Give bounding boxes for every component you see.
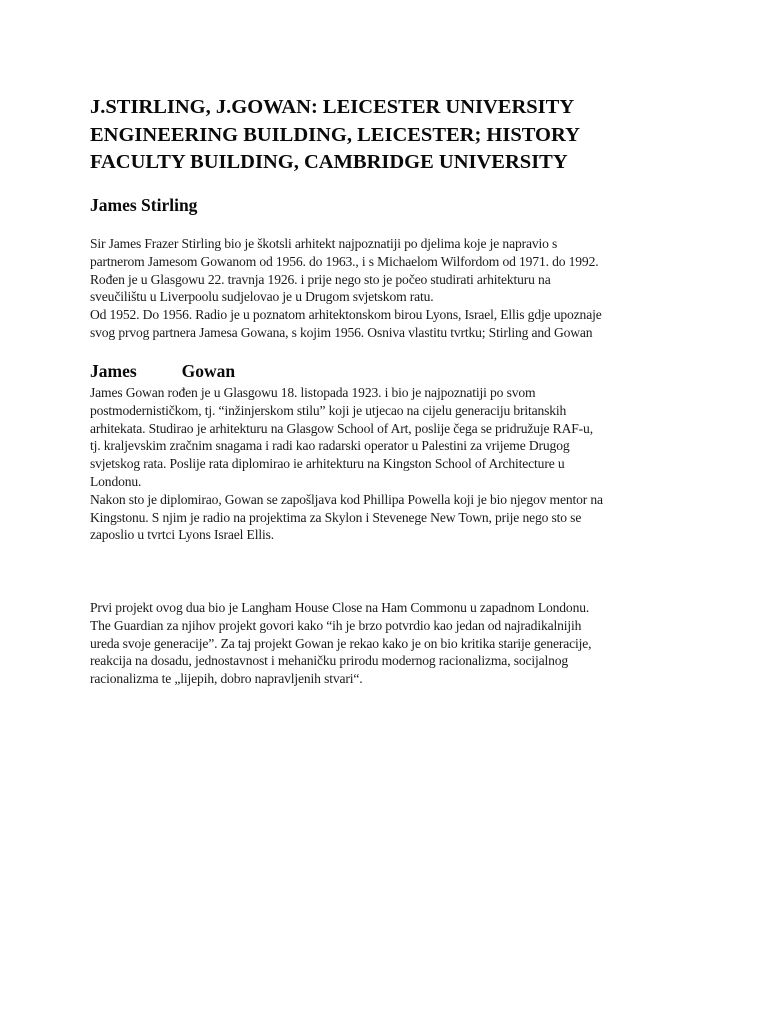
text-line: Rođen je u Glasgowu 22. travnja 1926. i prije nego sto je počeo studirati arhitekturu na <box>90 271 551 287</box>
text-line: Od 1952. Do 1956. Radio je u poznatom arhitektonskom birou Lyons, Israel, Ellis gdje upoznaje <box>90 307 602 323</box>
title-line: ENGINEERING BUILDING, LEICESTER; HISTORY <box>90 123 580 146</box>
text-line: partnerom Jamesom Gowanom od 1956. do 1963., i s Michaelom Wilfordom od 1971. do 1992. <box>90 253 599 269</box>
title-line: J.STIRLING, J.GOWAN: LEICESTER UNIVERSITY <box>90 96 575 118</box>
text-line: Londonu. <box>90 473 142 489</box>
text-line: zaposlio u tvrtci Lyons Israel Ellis. <box>90 527 274 543</box>
text-line: reakcija na dosadu, jednostavnost i mehaničku prirodu modernog racionalizma, socijalnog <box>90 653 569 669</box>
paragraph-first-project <box>90 599 730 688</box>
paragraph-stirling <box>90 235 730 342</box>
heading-last-name: Gowan <box>181 361 236 381</box>
text-line: Kingstonu. S njim je radio na projektima za Skylon i Stevenege New Town, prije nego sto se <box>90 509 582 525</box>
text-line: postmodernističkom, tj. “inžinjerskom stilu” koji je utjecao na cijelu generaciju britanskih <box>90 402 567 418</box>
text-line: svjetskog rata. Poslije rata diplomirao ie arhitekturu na Kingston School of Architecture u <box>90 456 565 472</box>
text-line: The Guardian za njihov projekt govori kako “ih je brzo potvrdio kao jedan od najradikalnijih <box>90 617 582 633</box>
text-line: ureda svoje generacije”. Za taj projekt Gowan je rekao kako je on bio kritika starije generacije, <box>90 635 592 651</box>
text-line: svog prvog partnera Jamesa Gowana, s kojim 1956. Osniva vlastitu tvrtku; Stirling and Gowan <box>90 324 593 340</box>
text-line: tj. kraljevskim zračnim snagama i radi kao radarski operator u Palestini za vrijeme Drugog <box>90 438 570 454</box>
text-line: Sir James Frazer Stirling bio je škotsli arhitekt najpoznatiji po djelima koje je napravio s <box>90 236 558 251</box>
text-line: sveučilištu u Liverpoolu sudjelovao je u Drugom svjetskom ratu. <box>90 289 434 305</box>
text-line: Nakon sto je diplomirao, Gowan se zapošljava kod Phillipa Powella koji je bio njegov mentor na <box>90 491 603 507</box>
heading-first-name: James <box>90 361 137 381</box>
title-line: FACULTY BUILDING, CAMBRIDGE UNIVERSITY <box>90 151 568 173</box>
section-heading-gowan <box>90 360 235 382</box>
section-heading-stirling: James Stirling <box>90 195 198 215</box>
text-line: arhitekata. Studirao je arhitekturu na Glasgow School of Art, poslije čega se pridružuje RAF-u, <box>90 420 593 436</box>
text-line: Prvi projekt ovog dua bio je Langham House Close na Ham Commonu u zapadnom Londonu. <box>90 600 590 615</box>
text-line: James Gowan rođen je u Glasgowu 18. listopada 1923. i bio je najpoznatiji po svom <box>90 385 536 400</box>
text-line: racionalizma te „lijepih, dobro napravljenih stvari“. <box>90 671 363 687</box>
page-title <box>90 94 730 177</box>
paragraph-gowan <box>90 384 730 544</box>
